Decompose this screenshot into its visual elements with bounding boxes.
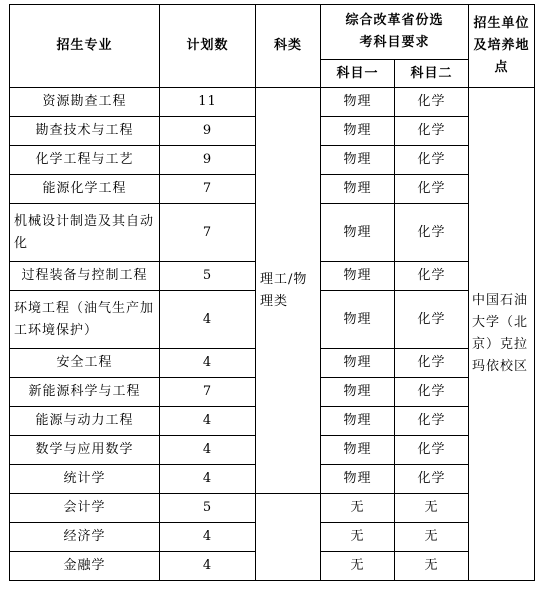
cell-plan: 4 <box>160 465 256 494</box>
cell-subject-2: 化学 <box>395 88 469 117</box>
cell-subject-2: 化学 <box>395 349 469 378</box>
cell-subject-1: 物理 <box>321 378 395 407</box>
header-row-1 <box>10 5 535 60</box>
cell-subject-1: 物理 <box>321 175 395 204</box>
cell-subject-1: 物理 <box>321 436 395 465</box>
cell-subject-2: 化学 <box>395 262 469 291</box>
cell-subject-2: 化学 <box>395 204 469 262</box>
cell-plan: 7 <box>160 175 256 204</box>
cell-subject-1: 物理 <box>321 146 395 175</box>
cell-plan: 9 <box>160 146 256 175</box>
cell-major: 能源化学工程 <box>10 175 160 204</box>
cell-subject-1: 物理 <box>321 117 395 146</box>
header-subject-requirements: 综合改革省份选考科目要求 <box>321 5 469 60</box>
cell-subject-2: 无 <box>395 552 469 581</box>
cell-plan: 7 <box>160 378 256 407</box>
table-row <box>10 88 535 117</box>
header-major: 招生专业 <box>10 5 160 88</box>
cell-plan: 4 <box>160 407 256 436</box>
cell-major: 勘查技术与工程 <box>10 117 160 146</box>
cell-major: 资源勘查工程 <box>10 88 160 117</box>
cell-subject-1: 无 <box>321 494 395 523</box>
cell-subject-1: 物理 <box>321 349 395 378</box>
cell-plan: 11 <box>160 88 256 117</box>
cell-major: 数学与应用数学 <box>10 436 160 465</box>
enrollment-plan-table-container <box>9 4 535 581</box>
cell-major: 机械设计制造及其自动化 <box>10 204 160 262</box>
cell-subject-1: 物理 <box>321 262 395 291</box>
cell-major: 经济学 <box>10 523 160 552</box>
cell-plan: 5 <box>160 262 256 291</box>
enrollment-plan-table <box>9 4 535 581</box>
header-subject-2: 科目二 <box>395 60 469 88</box>
cell-plan: 4 <box>160 291 256 349</box>
header-plan: 计划数 <box>160 5 256 88</box>
cell-subject-2: 化学 <box>395 291 469 349</box>
cell-category: 理工/物理类 <box>256 88 321 494</box>
table-row <box>10 494 535 523</box>
cell-major: 化学工程与工艺 <box>10 146 160 175</box>
cell-major: 统计学 <box>10 465 160 494</box>
cell-subject-2: 化学 <box>395 436 469 465</box>
cell-subject-1: 物理 <box>321 291 395 349</box>
header-category: 科类 <box>256 5 321 88</box>
cell-unit-location: 中国石油大学（北京）克拉玛依校区 <box>469 88 535 581</box>
cell-subject-2: 化学 <box>395 175 469 204</box>
cell-category-empty <box>256 494 321 581</box>
cell-plan: 4 <box>160 436 256 465</box>
cell-major: 环境工程（油气生产加工环境保护） <box>10 291 160 349</box>
cell-subject-1: 物理 <box>321 204 395 262</box>
cell-plan: 9 <box>160 117 256 146</box>
cell-plan: 4 <box>160 349 256 378</box>
cell-subject-1: 物理 <box>321 407 395 436</box>
cell-major: 安全工程 <box>10 349 160 378</box>
cell-plan: 4 <box>160 552 256 581</box>
cell-major: 新能源科学与工程 <box>10 378 160 407</box>
cell-plan: 7 <box>160 204 256 262</box>
cell-plan: 5 <box>160 494 256 523</box>
header-subject-1: 科目一 <box>321 60 395 88</box>
cell-subject-2: 化学 <box>395 117 469 146</box>
header-unit-location: 招生单位及培养地点 <box>469 5 535 88</box>
cell-subject-2: 化学 <box>395 465 469 494</box>
cell-major: 过程装备与控制工程 <box>10 262 160 291</box>
cell-subject-2: 化学 <box>395 146 469 175</box>
cell-subject-1: 物理 <box>321 465 395 494</box>
cell-major: 金融学 <box>10 552 160 581</box>
cell-subject-1: 无 <box>321 552 395 581</box>
cell-subject-1: 无 <box>321 523 395 552</box>
cell-major: 会计学 <box>10 494 160 523</box>
cell-subject-1: 物理 <box>321 88 395 117</box>
cell-major: 能源与动力工程 <box>10 407 160 436</box>
cell-plan: 4 <box>160 523 256 552</box>
cell-subject-2: 化学 <box>395 378 469 407</box>
cell-subject-2: 无 <box>395 494 469 523</box>
cell-subject-2: 化学 <box>395 407 469 436</box>
cell-subject-2: 无 <box>395 523 469 552</box>
